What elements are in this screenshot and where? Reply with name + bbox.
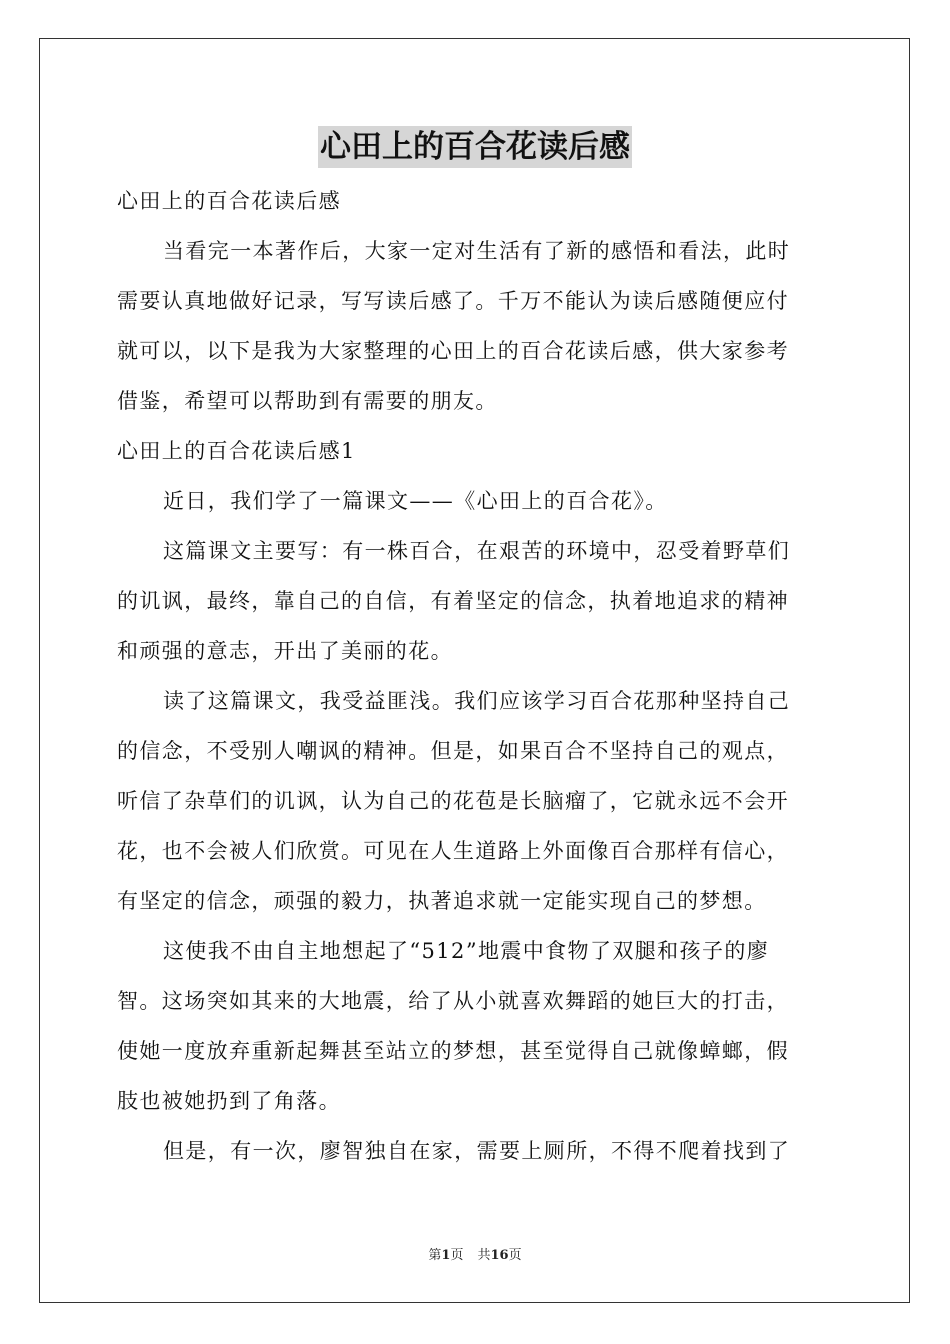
paragraph-line: 使她一度放弃重新起舞甚至站立的梦想，甚至觉得自己就像蟑螂，假	[117, 1039, 789, 1063]
page-number: 1	[441, 1248, 451, 1263]
paragraph-line: 的讥讽，最终，靠自己的自信，有着坚定的信念，执着地追求的精神	[117, 589, 789, 613]
total-prefix: 共	[477, 1248, 491, 1263]
paragraph-line: 有坚定的信念，顽强的毅力，执著追求就一定能实现自己的梦想。	[117, 889, 767, 913]
document-body	[117, 176, 835, 1176]
paragraph-line: 借鉴，希望可以帮助到有需要的朋友。	[117, 389, 498, 413]
paragraph-line: 读了这篇课文，我受益匪浅。我们应该学习百合花那种坚持自己	[163, 689, 791, 713]
paragraph-line: 的信念，不受别人嘲讽的精神。但是，如果百合不坚持自己的观点，	[117, 739, 789, 763]
paragraph-line: 就可以，以下是我为大家整理的心田上的百合花读后感，供大家参考	[117, 339, 789, 363]
paragraph-line: 和顽强的意志，开出了美丽的花。	[117, 639, 453, 663]
document-title: 心田上的百合花读后感	[318, 126, 632, 168]
paragraph-line: 花，也不会被人们欣赏。可见在人生道路上外面像百合那样有信心，	[117, 839, 789, 863]
paragraph-line: 这篇课文主要写：有一株百合，在艰苦的环境中，忍受着野草们	[163, 539, 791, 563]
paragraph-line: 当看完一本著作后，大家一定对生活有了新的感悟和看法，此时	[163, 239, 791, 263]
total-pages: 16	[490, 1248, 509, 1263]
paragraph-line: 这使我不由自主地想起了“512”地震中食物了双腿和孩子的廖	[163, 939, 770, 963]
paragraph-line: 但是，有一次，廖智独自在家，需要上厕所，不得不爬着找到了	[163, 1139, 791, 1163]
paragraph-line: 近日，我们学了一篇课文——《心田上的百合花》。	[163, 489, 668, 513]
subtitle-line: 心田上的百合花读后感	[117, 189, 341, 213]
paragraph-line: 需要认真地做好记录，写写读后感了。千万不能认为读后感随便应付	[117, 289, 789, 313]
title-wrap	[0, 126, 950, 168]
page-suffix: 页	[450, 1248, 464, 1263]
paragraph-line: 智。这场突如其来的大地震，给了从小就喜欢舞蹈的她巨大的打击，	[117, 989, 789, 1013]
total-suffix: 页	[508, 1248, 522, 1263]
page-prefix: 第	[428, 1248, 442, 1263]
section-heading: 心田上的百合花读后感1	[117, 439, 356, 463]
paragraph-line: 听信了杂草们的讥讽，认为自己的花苞是长脑瘤了，它就永远不会开	[117, 789, 789, 813]
paragraph-line: 肢也被她扔到了角落。	[117, 1089, 341, 1113]
page-footer	[0, 1246, 950, 1266]
